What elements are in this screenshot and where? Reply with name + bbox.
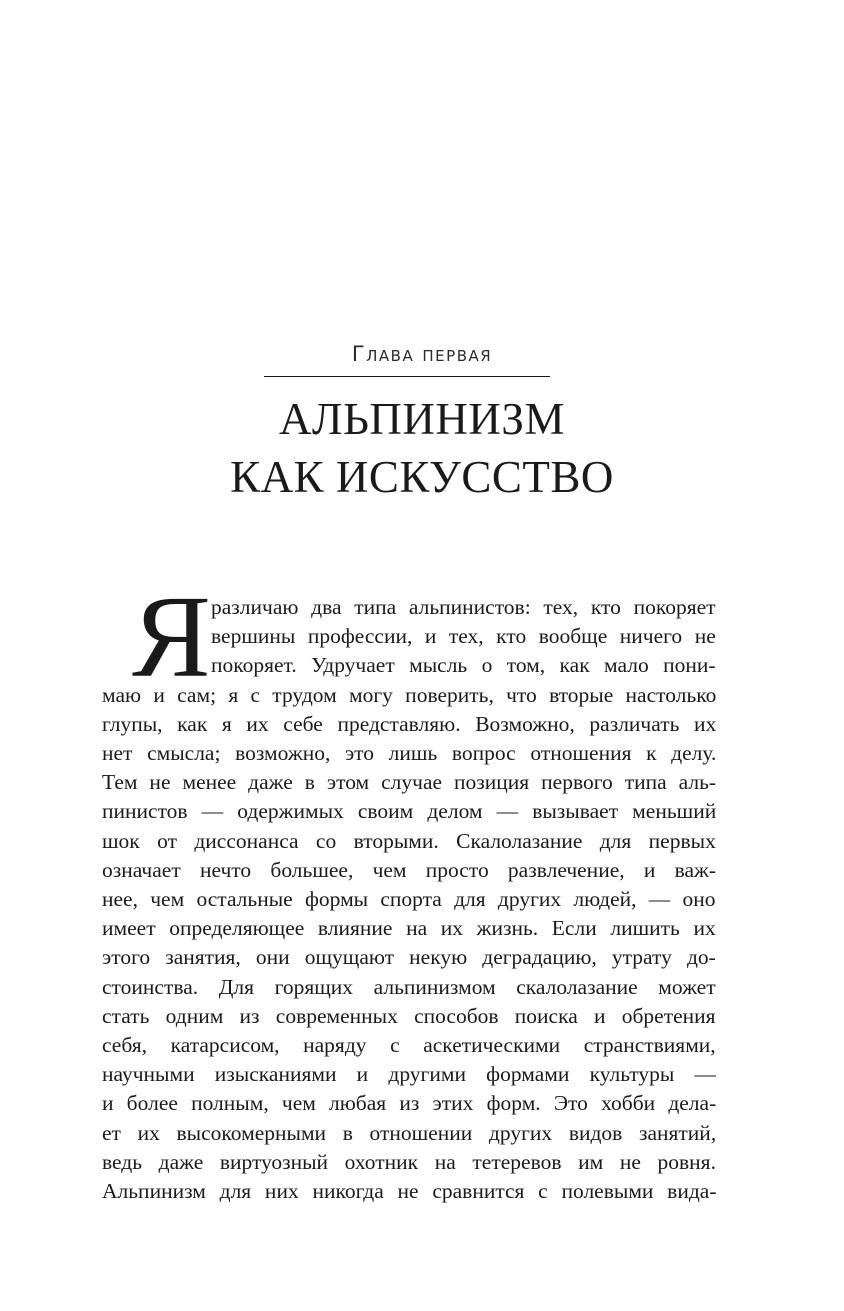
text-line: нет смысла; возможно, это лишь вопрос отношения к делу. [102,741,716,765]
text-line: себя, катарсисом, наряду с аскетическими странствиями, [102,1033,716,1058]
drop-cap: Я [132,571,211,702]
text-line: пинистов — одержимых своим делом — вызывает меньший [102,799,716,824]
text-line: имеет определяющее влияние на их жизнь. Если лишить их [102,916,716,941]
text-line: означает нечто большее, чем просто развлечение, и важ- [102,857,716,882]
text-line: глупы, как я их себе представляю. Возможно, различать их [102,711,716,736]
chapter-title [0,390,844,506]
paragraph-body [102,681,716,1207]
text-line: Альпинизм для них никогда не сравнится с полевыми вида- [102,1179,716,1204]
paragraph-indented-lines [211,593,716,681]
text-line: этого занятия, они ощущают некую деградацию, утрату до- [102,945,716,970]
chapter-title-line-1: АЛЬПИНИЗМ [279,394,565,444]
text-line: вершины профессии, и тех, кто вообще ничего не [211,624,716,649]
text-line: ет их высокомерными в отношении других видов занятий, [102,1120,716,1145]
text-line: шок от диссонанса со вторыми. Скалолазание для первых [102,828,716,853]
text-line: нее, чем остальные формы спорта для других людей, — оно [102,887,716,912]
text-line: стоинства. Для горящих альпинизмом скалолазание может [102,974,716,999]
text-line: различаю два типа альпинистов: тех, кто покоряет [211,595,716,619]
text-line: ведь даже виртуозный охотник на тетеревов им не ровня. [102,1149,716,1174]
chapter-title-line-2: КАК ИСКУССТВО [230,452,614,502]
chapter-label: Глава первая [351,342,493,366]
text-line: научными изысканиями и другими формами культуры — [102,1062,716,1087]
text-line: Тем не менее даже в этом случае позиция первого типа аль- [102,770,716,795]
text-line: и более полным, чем любая из этих форм. Это хобби дела- [102,1091,716,1116]
chapter-divider [264,376,550,377]
text-line: маю и сам; я с трудом могу поверить, что вторые настолько [102,682,716,707]
text-line: стать одним из современных способов поиска и обретения [102,1003,716,1028]
text-line: покоряет. Удручает мысль о том, как мало пони- [211,653,716,678]
